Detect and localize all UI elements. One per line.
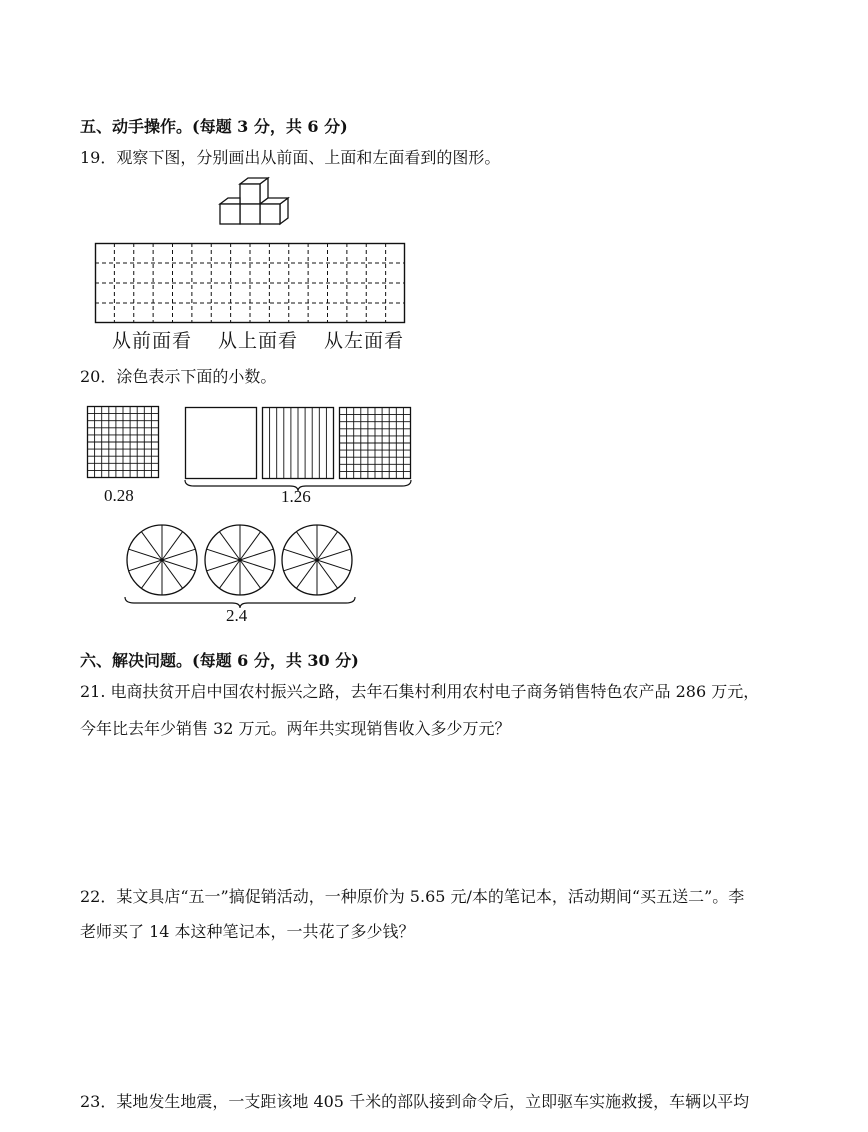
- drawing-grid[interactable]: [95, 243, 405, 323]
- decimal-126: 1.26: [281, 487, 311, 506]
- question-22-line-1: 22．某文具店“五一”搞促销活动，一种原价为 5.65 元/本的笔记本，活动期间“买五送二”。李: [80, 887, 745, 906]
- circle-tenths-1[interactable]: [125, 523, 199, 597]
- question-19-text: 19．观察下图，分别画出从前面、上面和左面看到的图形。: [80, 148, 501, 167]
- cube-stack-figure: [212, 176, 292, 232]
- question-23-line-1: 23．某地发生地震，一支距该地 405 千米的部队接到命令后，立即驱车实施救援，车辆以平均: [80, 1092, 750, 1111]
- circle-tenths-3[interactable]: [280, 523, 354, 597]
- question-21-line-2: 今年比去年少销售 32 万元。两年共实现销售收入多少万元？: [80, 719, 511, 738]
- section-5-title: 五、动手操作。(每题 3 分，共 6 分): [80, 117, 348, 136]
- label-front-view: 从前面看: [112, 330, 193, 352]
- hundred-grid-126[interactable]: [339, 407, 411, 479]
- hundred-grid-028[interactable]: [87, 406, 159, 478]
- section-6-title: 六、解决问题。(每题 6 分，共 30 分): [80, 651, 359, 670]
- label-left-view: 从左面看: [324, 330, 405, 352]
- question-21-line-1: 21. 电商扶贫开启中国农村振兴之路，去年石集村利用农村电子商务销售特色农产品 286 万元，: [80, 682, 760, 701]
- unit-square[interactable]: [185, 407, 257, 479]
- circle-tenths-2[interactable]: [203, 523, 277, 597]
- question-20-text: 20．涂色表示下面的小数。: [80, 367, 277, 386]
- tenths-strips[interactable]: [262, 407, 334, 479]
- decimal-028: 0.28: [104, 486, 134, 505]
- decimal-24: 2.4: [226, 606, 248, 625]
- question-22-line-2: 老师买了 14 本这种笔记本，一共花了多少钱？: [80, 922, 415, 941]
- label-top-view: 从上面看: [218, 330, 299, 352]
